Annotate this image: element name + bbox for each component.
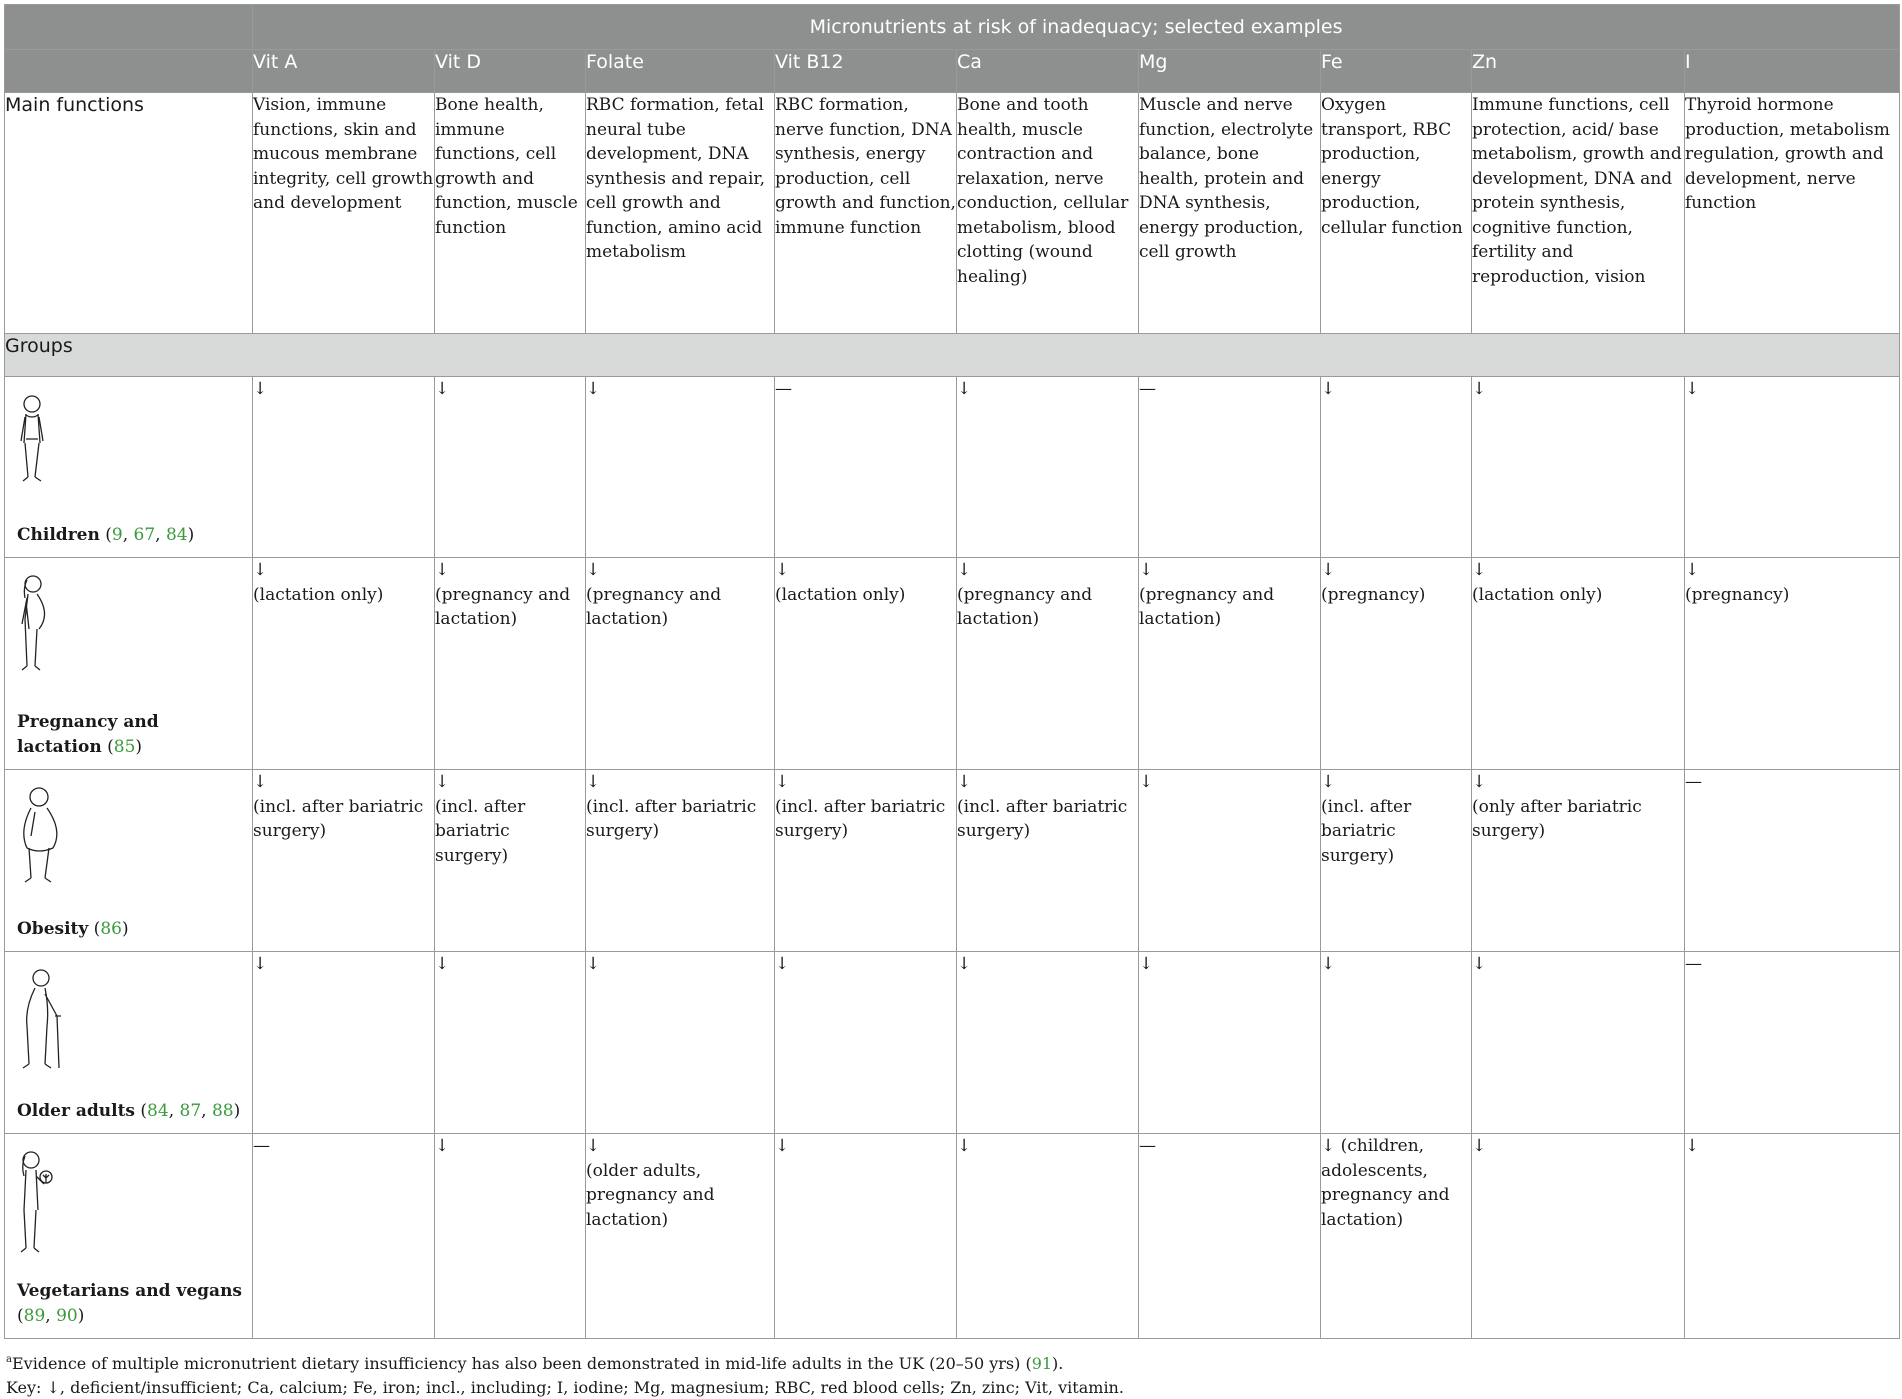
risk-cell: ↓ (pregnancy) [1685, 558, 1900, 770]
main-function-cell: Bone health, immune functions, cell growth and function, muscle function [435, 93, 586, 334]
reference-link[interactable]: 67 [133, 524, 156, 545]
risk-cell: ↓ [435, 952, 586, 1134]
main-function-cell: Vision, immune functions, skin and mucous membrane integrity, cell growth and development [253, 93, 435, 334]
group-label-cell [5, 377, 253, 558]
column-header: Folate [586, 50, 775, 93]
risk-cell: ↓ (pregnancy) [1321, 558, 1472, 770]
risk-cell: ↓ (incl. after bariatric surgery) [957, 770, 1139, 952]
main-function-cell: Immune functions, cell protection, acid/ base metabolism, growth and development, DNA and protein synthesis, cognitive function, fertility and reproduction, vision [1472, 93, 1685, 334]
reference-link[interactable]: 9 [111, 524, 123, 545]
risk-cell: ↓ [1685, 377, 1900, 558]
footnote-a-text: Evidence of multiple micronutrient dietary insufficiency has also been demonstrated in mid-life adults in the UK (20–50 yrs) ( [11, 1354, 1032, 1373]
reference-link[interactable]: 91 [1031, 1354, 1053, 1373]
footnote-marker: a [6, 1354, 12, 1365]
micronutrient-table [4, 4, 1900, 1339]
main-function-cell: Bone and tooth health, muscle contraction and relaxation, nerve conduction, cellular metabolism, blood clotting (wound healing) [957, 93, 1139, 334]
main-functions-label: Main functions [5, 93, 253, 334]
column-header: Zn [1472, 50, 1685, 93]
risk-cell: ↓ (lactation only) [1472, 558, 1685, 770]
column-header: Mg [1139, 50, 1321, 93]
main-function-cell: Thyroid hormone production, metabolism regulation, growth and development, nerve function [1685, 93, 1900, 334]
group-row-older-adults [5, 952, 1900, 1134]
column-header: I [1685, 50, 1900, 93]
risk-cell: ↓ [1139, 770, 1321, 952]
risk-cell: ↓ (pregnancy and lactation) [1139, 558, 1321, 770]
page [4, 4, 1899, 1399]
group-row-children [5, 377, 1900, 558]
group-name-text: Pregnancy and lactation [17, 712, 159, 757]
risk-cell: ↓ (only after bariatric surgery) [1472, 770, 1685, 952]
header-empty-cell [5, 50, 253, 93]
reference-link[interactable]: 88 [211, 1100, 234, 1121]
column-header: Ca [957, 50, 1139, 93]
woman-with-plant-icon [17, 1150, 53, 1264]
risk-cell: ↓ (pregnancy and lactation) [435, 558, 586, 770]
main-function-cell: RBC formation, fetal neural tube development, DNA synthesis and repair, cell growth and function, amino acid metabolism [586, 93, 775, 334]
risk-cell: ↓ [1139, 952, 1321, 1134]
risk-cell: ↓ (incl. after bariatric surgery) [775, 770, 957, 952]
risk-cell: — [253, 1134, 435, 1339]
risk-cell: ↓ (incl. after bariatric surgery) [253, 770, 435, 952]
risk-cell: ↓ (pregnancy and lactation) [957, 558, 1139, 770]
group-row-obesity [5, 770, 1900, 952]
group-label-cell [5, 558, 253, 770]
risk-cell: ↓ (incl. after bariatric surgery) [435, 770, 586, 952]
risk-cell: ↓ [586, 952, 775, 1134]
group-label-cell [5, 770, 253, 952]
child-icon [17, 393, 47, 493]
risk-cell: — [1139, 1134, 1321, 1339]
table-title: Micronutrients at risk of inadequacy; selected examples [253, 5, 1900, 50]
group-name: Pregnancy and lactation (85) [17, 712, 159, 757]
older-adult-with-cane-icon [17, 968, 63, 1080]
group-name-text: Obesity [17, 918, 89, 939]
reference-link[interactable]: 86 [100, 918, 122, 939]
risk-cell: — [775, 377, 957, 558]
risk-cell: — [1139, 377, 1321, 558]
risk-cell: ↓ (incl. after bariatric surgery) [1321, 770, 1472, 952]
risk-cell: ↓ [957, 952, 1139, 1134]
group-name-text: Children [17, 524, 100, 545]
group-name-text: Vegetarians and vegans [17, 1281, 243, 1301]
risk-cell: ↓ [957, 377, 1139, 558]
column-header: Vit B12 [775, 50, 957, 93]
reference-link[interactable]: 89 [23, 1305, 46, 1326]
group-label-cell [5, 1134, 253, 1339]
risk-cell: — [1685, 952, 1900, 1134]
reference-link[interactable]: 84 [147, 1100, 169, 1121]
group-name: Obesity (86) [17, 918, 129, 939]
risk-cell: ↓ (older adults, pregnancy and lactation) [586, 1134, 775, 1339]
risk-cell: ↓ [253, 377, 435, 558]
risk-cell: ↓ (children, adolescents, pregnancy and lactation) [1321, 1134, 1472, 1339]
group-label-cell [5, 952, 253, 1134]
group-name-text: Older adults [17, 1100, 135, 1121]
footnote-a [4, 1349, 1899, 1375]
risk-cell: ↓ (pregnancy and lactation) [586, 558, 775, 770]
column-header: Vit D [435, 50, 586, 93]
risk-cell: ↓ (incl. after bariatric surgery) [586, 770, 775, 952]
reference-link[interactable]: 90 [56, 1305, 78, 1326]
risk-cell: ↓ (lactation only) [253, 558, 435, 770]
group-row-vegetarians-vegans [5, 1134, 1900, 1339]
risk-cell: ↓ [775, 952, 957, 1134]
risk-cell: ↓ [435, 1134, 586, 1339]
risk-cell: ↓ [957, 1134, 1139, 1339]
risk-cell: ↓ [253, 952, 435, 1134]
group-row-pregnancy-lactation [5, 558, 1900, 770]
risk-cell: ↓ [435, 377, 586, 558]
group-name: Older adults (84, 87, 88) [17, 1100, 241, 1121]
risk-cell: ↓ [1685, 1134, 1900, 1339]
risk-cell: — [1685, 770, 1900, 952]
risk-cell: ↓ [1472, 952, 1685, 1134]
header-empty-cell [5, 5, 253, 50]
footnote-a-end: ). [1052, 1354, 1064, 1373]
key-note: Key: ↓, deficient/insufficient; Ca, calcium; Fe, iron; incl., including; I, iodine; Mg, magnesium; RBC, red blood cells; Zn, zinc; Vit, vitamin. [6, 1378, 1124, 1397]
main-function-cell: RBC formation, nerve function, DNA synthesis, energy production, cell growth and function, immune function [775, 93, 957, 334]
groups-section-header: Groups [5, 334, 1900, 377]
column-header: Fe [1321, 50, 1472, 93]
reference-link[interactable]: 87 [179, 1100, 202, 1121]
risk-cell: ↓ [1321, 952, 1472, 1134]
pregnant-woman-icon [17, 574, 53, 682]
risk-cell: ↓ [1472, 1134, 1685, 1339]
obese-person-icon [17, 786, 63, 894]
risk-cell: ↓ [1321, 377, 1472, 558]
main-function-cell: Oxygen transport, RBC production, energy production, cellular function [1321, 93, 1472, 334]
risk-cell: ↓ [1472, 377, 1685, 558]
risk-cell: ↓ [775, 1134, 957, 1339]
reference-link[interactable]: 85 [113, 736, 136, 757]
reference-link[interactable]: 84 [165, 524, 188, 545]
column-header: Vit A [253, 50, 435, 93]
group-name: Children (9, 67, 84) [17, 524, 195, 545]
main-function-cell: Muscle and nerve function, electrolyte balance, bone health, protein and DNA synthesis, energy production, cell growth [1139, 93, 1321, 334]
group-name: Vegetarians and vegans (89, 90) [17, 1281, 243, 1326]
risk-cell: ↓ [586, 377, 775, 558]
risk-cell: ↓ (lactation only) [775, 558, 957, 770]
